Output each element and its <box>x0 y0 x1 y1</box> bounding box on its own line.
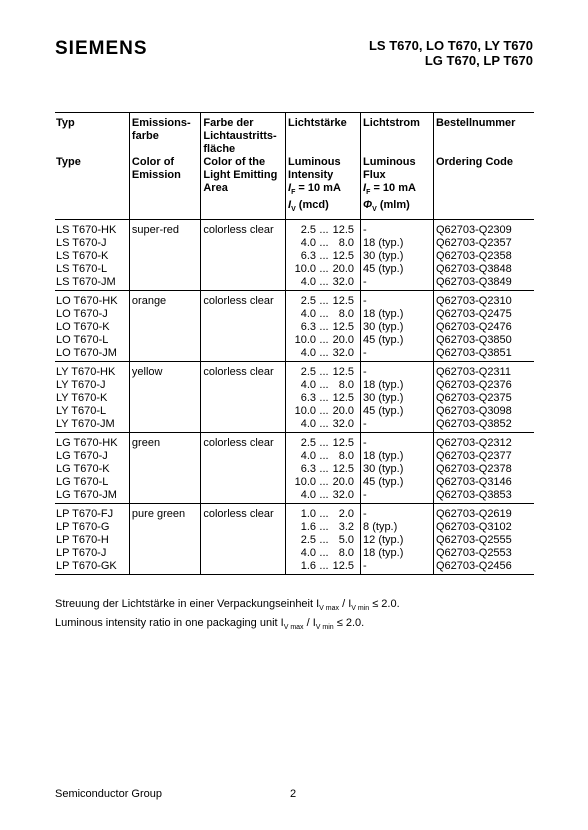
head-de-typ: Typ <box>55 113 129 157</box>
cell-area-color <box>201 237 286 250</box>
cell-emission-color <box>129 263 200 276</box>
cell-type: LG T670-L <box>56 476 109 489</box>
head-de-lichtstrom: Lichtstrom <box>361 113 434 157</box>
footer-company: Semiconductor Group <box>55 788 162 800</box>
table-row <box>55 476 534 489</box>
cell-ordering-code: Q62703-Q3098 <box>433 405 534 418</box>
table-row <box>55 308 534 321</box>
cell-ordering-code: Q62703-Q2312 <box>433 433 534 451</box>
intensity-max: 12.5 <box>332 321 355 334</box>
cell-emission-color <box>129 250 200 263</box>
cell-luminous-flux: - <box>361 220 434 238</box>
cell-luminous-flux: - <box>361 418 434 433</box>
table-row <box>55 250 534 263</box>
cell-luminous-flux: 45 (typ.) <box>361 334 434 347</box>
cell-area-color <box>201 450 286 463</box>
cell-type: LS T670-J <box>56 237 107 250</box>
intensity-max: 2.0 <box>338 508 355 521</box>
cell-type: LY T670-K <box>56 392 108 405</box>
range-separator: ... <box>319 237 329 250</box>
cell-luminous-intensity <box>286 547 361 560</box>
intensity-max: 12.5 <box>332 392 355 405</box>
cell-type: LY T670-J <box>56 379 106 392</box>
cell-luminous-flux: - <box>361 560 434 575</box>
cell-emission-color <box>129 547 200 560</box>
range-separator: ... <box>319 437 329 450</box>
range-separator: ... <box>319 295 329 308</box>
intensity-min: 4.0 <box>300 489 317 502</box>
intensity-max: 12.5 <box>332 463 355 476</box>
range-separator: ... <box>319 508 329 521</box>
intensity-max: 32.0 <box>332 276 355 289</box>
cell-emission-color: yellow <box>129 362 200 380</box>
table-row <box>55 504 534 522</box>
table-row <box>55 334 534 347</box>
intensity-max: 20.0 <box>332 405 355 418</box>
cell-type: LO T670-HK <box>56 295 118 308</box>
cell-ordering-code: Q62703-Q3146 <box>433 476 534 489</box>
head-en-ordering-code: Ordering Code <box>433 156 534 220</box>
cell-luminous-intensity <box>286 405 361 418</box>
table-row <box>55 362 534 380</box>
table-body <box>55 220 534 575</box>
cell-luminous-intensity <box>286 521 361 534</box>
cell-type: LO T670-JM <box>55 347 129 362</box>
header-row-english <box>55 156 534 220</box>
cell-type: LS T670-K <box>56 250 109 263</box>
cell-area-color: colorless clear <box>201 504 286 522</box>
table-row <box>55 463 534 476</box>
intensity-min: 2.5 <box>300 437 317 450</box>
cell-luminous-intensity <box>286 308 361 321</box>
table-row <box>55 321 534 334</box>
cell-type: LO T670-J <box>56 308 108 321</box>
cell-luminous-intensity <box>286 362 361 380</box>
footnotes <box>55 597 400 635</box>
cell-ordering-code: Q62703-Q2309 <box>433 220 534 238</box>
intensity-min: 2.5 <box>300 366 317 379</box>
header-row-german <box>55 113 534 157</box>
cell-type: LG T670-JM <box>55 489 129 504</box>
cell-luminous-flux: 18 (typ.) <box>361 308 434 321</box>
cell-luminous-flux: 30 (typ.) <box>361 250 434 263</box>
intensity-min: 10.0 <box>294 405 317 418</box>
cell-emission-color <box>129 392 200 405</box>
cell-emission-color: orange <box>129 291 200 309</box>
intensity-max: 8.0 <box>338 379 355 392</box>
cell-emission-color <box>129 405 200 418</box>
cell-area-color <box>201 521 286 534</box>
range-separator: ... <box>319 366 329 379</box>
intensity-min: 4.0 <box>300 418 317 431</box>
cell-emission-color <box>129 560 200 575</box>
head-de-lichtstaerke: Lichtstärke <box>286 113 361 157</box>
head-en-luminous-flux: Luminous Flux $I_F = 10$ mA $\Phi_V$ (mlm) <box>361 156 434 220</box>
intensity-max: 20.0 <box>332 334 355 347</box>
cell-ordering-code: Q62703-Q2375 <box>433 392 534 405</box>
cell-ordering-code: Q62703-Q2310 <box>433 291 534 309</box>
cell-luminous-intensity <box>286 433 361 451</box>
cell-area-color: colorless clear <box>201 291 286 309</box>
cell-ordering-code: Q62703-Q2456 <box>433 560 534 575</box>
cell-area-color <box>201 308 286 321</box>
cell-area-color <box>201 534 286 547</box>
cell-type: LG T670-HK <box>56 437 118 450</box>
cell-type: LY T670-JM <box>55 418 129 433</box>
cell-luminous-intensity <box>286 250 361 263</box>
head-en-color-of-emission: Color of Emission <box>129 156 200 220</box>
page-title <box>369 38 533 68</box>
cell-emission-color: super-red <box>129 220 200 238</box>
range-separator: ... <box>319 392 329 405</box>
cell-luminous-intensity <box>286 476 361 489</box>
cell-emission-color <box>129 334 200 347</box>
table-row <box>55 405 534 418</box>
cell-luminous-intensity <box>286 263 361 276</box>
cell-type: LO T670-K <box>56 321 110 334</box>
cell-area-color: colorless clear <box>201 220 286 238</box>
range-separator: ... <box>319 347 329 360</box>
cell-luminous-flux: 30 (typ.) <box>361 321 434 334</box>
intensity-max: 12.5 <box>332 224 355 237</box>
range-separator: ... <box>319 250 329 263</box>
cell-luminous-flux: - <box>361 362 434 380</box>
cell-area-color <box>201 418 286 433</box>
product-table <box>55 112 534 575</box>
intensity-min: 10.0 <box>294 263 317 276</box>
table-row <box>55 450 534 463</box>
cell-ordering-code: Q62703-Q2555 <box>433 534 534 547</box>
cell-luminous-intensity <box>286 504 361 522</box>
cell-luminous-flux: - <box>361 433 434 451</box>
cell-luminous-intensity <box>286 237 361 250</box>
intensity-max: 8.0 <box>338 450 355 463</box>
head-en-type: Type <box>55 156 129 220</box>
cell-ordering-code: Q62703-Q3102 <box>433 521 534 534</box>
cell-luminous-intensity <box>286 534 361 547</box>
cell-type: LG T670-J <box>56 450 108 463</box>
table-row <box>55 534 534 547</box>
cell-area-color <box>201 560 286 575</box>
cell-luminous-intensity <box>286 489 361 504</box>
cell-luminous-intensity <box>286 418 361 433</box>
cell-ordering-code: Q62703-Q2311 <box>433 362 534 380</box>
cell-luminous-flux: 45 (typ.) <box>361 405 434 418</box>
cell-emission-color <box>129 308 200 321</box>
cell-emission-color: green <box>129 433 200 451</box>
cell-area-color <box>201 547 286 560</box>
intensity-min: 10.0 <box>294 334 317 347</box>
cell-area-color: colorless clear <box>201 433 286 451</box>
table-row <box>55 489 534 504</box>
cell-area-color <box>201 463 286 476</box>
cell-luminous-intensity <box>286 560 361 575</box>
intensity-max: 3.2 <box>338 521 355 534</box>
cell-emission-color <box>129 347 200 362</box>
cell-emission-color <box>129 476 200 489</box>
cell-area-color <box>201 347 286 362</box>
cell-emission-color <box>129 276 200 291</box>
cell-luminous-flux: - <box>361 489 434 504</box>
cell-type: LY T670-L <box>56 405 107 418</box>
cell-area-color <box>201 489 286 504</box>
cell-area-color <box>201 276 286 291</box>
intensity-min: 4.0 <box>300 347 317 360</box>
intensity-max: 20.0 <box>332 476 355 489</box>
cell-ordering-code: Q62703-Q2378 <box>433 463 534 476</box>
intensity-max: 8.0 <box>338 237 355 250</box>
cell-luminous-flux: - <box>361 504 434 522</box>
table-row <box>55 418 534 433</box>
range-separator: ... <box>319 276 329 289</box>
cell-emission-color: pure green <box>129 504 200 522</box>
cell-luminous-flux: 8 (typ.) <box>361 521 434 534</box>
cell-ordering-code: Q62703-Q3849 <box>433 276 534 291</box>
range-separator: ... <box>319 263 329 276</box>
note-english: Luminous intensity ratio in one packaging unit $I_{V max} / I_{V min} \le 2.0$. <box>55 617 365 632</box>
range-separator: ... <box>319 521 329 534</box>
intensity-min: 4.0 <box>300 276 317 289</box>
intensity-min: 2.5 <box>300 295 317 308</box>
cell-emission-color <box>129 321 200 334</box>
range-separator: ... <box>319 450 329 463</box>
cell-emission-color <box>129 379 200 392</box>
title-line-2: LG T670, LP T670 <box>424 53 533 68</box>
cell-luminous-flux: 12 (typ.) <box>361 534 434 547</box>
intensity-min: 2.5 <box>300 224 317 237</box>
page-number: 2 <box>290 788 297 800</box>
range-separator: ... <box>319 308 329 321</box>
cell-luminous-flux: 45 (typ.) <box>361 476 434 489</box>
intensity-max: 32.0 <box>332 347 355 360</box>
cell-ordering-code: Q62703-Q2475 <box>433 308 534 321</box>
cell-area-color: colorless clear <box>201 362 286 380</box>
cell-type: LG T670-K <box>56 463 110 476</box>
cell-luminous-intensity <box>286 379 361 392</box>
intensity-min: 4.0 <box>300 308 317 321</box>
cell-type: LY T670-HK <box>56 366 116 379</box>
head-en-color-of-area: Color of the Light Emitting Area <box>201 156 286 220</box>
intensity-max: 12.5 <box>332 366 355 379</box>
range-separator: ... <box>319 463 329 476</box>
cell-luminous-flux: - <box>361 347 434 362</box>
intensity-min: 4.0 <box>300 379 317 392</box>
intensity-max: 12.5 <box>332 437 355 450</box>
table-row <box>55 392 534 405</box>
cell-ordering-code: Q62703-Q3850 <box>433 334 534 347</box>
cell-luminous-intensity <box>286 291 361 309</box>
range-separator: ... <box>319 476 329 489</box>
range-separator: ... <box>319 534 329 547</box>
cell-emission-color <box>129 489 200 504</box>
intensity-min: 6.3 <box>300 250 317 263</box>
table-row <box>55 560 534 575</box>
cell-ordering-code: Q62703-Q2357 <box>433 237 534 250</box>
cell-area-color <box>201 476 286 489</box>
cell-luminous-intensity <box>286 321 361 334</box>
range-separator: ... <box>319 489 329 502</box>
cell-luminous-intensity <box>286 334 361 347</box>
table-row <box>55 220 534 238</box>
intensity-min: 1.6 <box>300 560 317 573</box>
cell-area-color <box>201 250 286 263</box>
cell-luminous-flux: 18 (typ.) <box>361 450 434 463</box>
cell-emission-color <box>129 463 200 476</box>
cell-luminous-flux: 18 (typ.) <box>361 547 434 560</box>
cell-luminous-intensity <box>286 276 361 291</box>
intensity-min: 4.0 <box>300 547 317 560</box>
cell-type: LS T670-JM <box>55 276 129 291</box>
cell-type: LS T670-HK <box>56 224 117 237</box>
table-row <box>55 276 534 291</box>
cell-type: LP T670-H <box>56 534 109 547</box>
cell-luminous-intensity <box>286 347 361 362</box>
intensity-max: 5.0 <box>338 534 355 547</box>
intensity-max: 12.5 <box>332 560 355 573</box>
cell-luminous-flux: - <box>361 276 434 291</box>
head-de-emissionsfarbe: Emissions- farbe <box>129 113 200 157</box>
range-separator: ... <box>319 379 329 392</box>
cell-luminous-intensity <box>286 220 361 238</box>
cell-ordering-code: Q62703-Q2619 <box>433 504 534 522</box>
table-row <box>55 521 534 534</box>
cell-luminous-flux: 45 (typ.) <box>361 263 434 276</box>
cell-ordering-code: Q62703-Q2358 <box>433 250 534 263</box>
range-separator: ... <box>319 405 329 418</box>
siemens-logo: SIEMENS <box>55 38 148 59</box>
cell-type: LP T670-G <box>56 521 110 534</box>
cell-luminous-flux: 18 (typ.) <box>361 379 434 392</box>
cell-area-color <box>201 334 286 347</box>
cell-luminous-intensity <box>286 463 361 476</box>
cell-emission-color <box>129 450 200 463</box>
intensity-max: 8.0 <box>338 547 355 560</box>
cell-ordering-code: Q62703-Q2376 <box>433 379 534 392</box>
table-row <box>55 347 534 362</box>
cell-luminous-intensity <box>286 392 361 405</box>
intensity-min: 1.6 <box>300 521 317 534</box>
intensity-min: 1.0 <box>300 508 317 521</box>
intensity-max: 12.5 <box>332 295 355 308</box>
intensity-min: 6.3 <box>300 321 317 334</box>
range-separator: ... <box>319 224 329 237</box>
cell-ordering-code: Q62703-Q3852 <box>433 418 534 433</box>
title-line-1: LS T670, LO T670, LY T670 <box>368 38 533 53</box>
head-de-farbe-lichtaustritt: Farbe der Lichtaustritts- fläche <box>201 113 286 157</box>
range-separator: ... <box>319 418 329 431</box>
range-separator: ... <box>319 334 329 347</box>
cell-type: LO T670-L <box>56 334 109 347</box>
head-de-bestellnummer: Bestellnummer <box>433 113 534 157</box>
cell-emission-color <box>129 534 200 547</box>
table-row <box>55 237 534 250</box>
cell-ordering-code: Q62703-Q2476 <box>433 321 534 334</box>
cell-area-color <box>201 405 286 418</box>
table-row <box>55 291 534 309</box>
intensity-max: 8.0 <box>338 308 355 321</box>
cell-type: LP T670-J <box>56 547 107 560</box>
cell-area-color <box>201 392 286 405</box>
table-row <box>55 263 534 276</box>
cell-luminous-flux: 18 (typ.) <box>361 237 434 250</box>
intensity-max: 20.0 <box>332 263 355 276</box>
cell-area-color <box>201 263 286 276</box>
intensity-max: 32.0 <box>332 418 355 431</box>
head-en-luminous-intensity: Luminous Intensity $I_F = 10$ mA $I_V$ (mcd) <box>286 156 361 220</box>
cell-area-color <box>201 379 286 392</box>
range-separator: ... <box>319 560 329 573</box>
cell-luminous-flux: 30 (typ.) <box>361 463 434 476</box>
note-german: Streuung der Lichtstärke in einer Verpackungseinheit $I_{V max} / I_{V min} \le 2.0$. <box>55 598 400 613</box>
cell-type: LP T670-FJ <box>56 508 114 521</box>
cell-type: LP T670-GK <box>55 560 129 575</box>
cell-type: LS T670-L <box>56 263 108 276</box>
cell-emission-color <box>129 418 200 433</box>
cell-emission-color <box>129 237 200 250</box>
cell-luminous-flux: - <box>361 291 434 309</box>
intensity-max: 32.0 <box>332 489 355 502</box>
intensity-min: 6.3 <box>300 392 317 405</box>
intensity-min: 6.3 <box>300 463 317 476</box>
cell-ordering-code: Q62703-Q3851 <box>433 347 534 362</box>
cell-luminous-flux: 30 (typ.) <box>361 392 434 405</box>
intensity-min: 4.0 <box>300 237 317 250</box>
cell-area-color <box>201 321 286 334</box>
intensity-max: 12.5 <box>332 250 355 263</box>
cell-luminous-intensity <box>286 450 361 463</box>
range-separator: ... <box>319 547 329 560</box>
cell-ordering-code: Q62703-Q2553 <box>433 547 534 560</box>
table-row <box>55 433 534 451</box>
intensity-min: 10.0 <box>294 476 317 489</box>
cell-ordering-code: Q62703-Q3853 <box>433 489 534 504</box>
intensity-min: 4.0 <box>300 450 317 463</box>
cell-emission-color <box>129 521 200 534</box>
intensity-min: 2.5 <box>300 534 317 547</box>
cell-ordering-code: Q62703-Q3848 <box>433 263 534 276</box>
table-row <box>55 547 534 560</box>
range-separator: ... <box>319 321 329 334</box>
cell-ordering-code: Q62703-Q2377 <box>433 450 534 463</box>
table-row <box>55 379 534 392</box>
